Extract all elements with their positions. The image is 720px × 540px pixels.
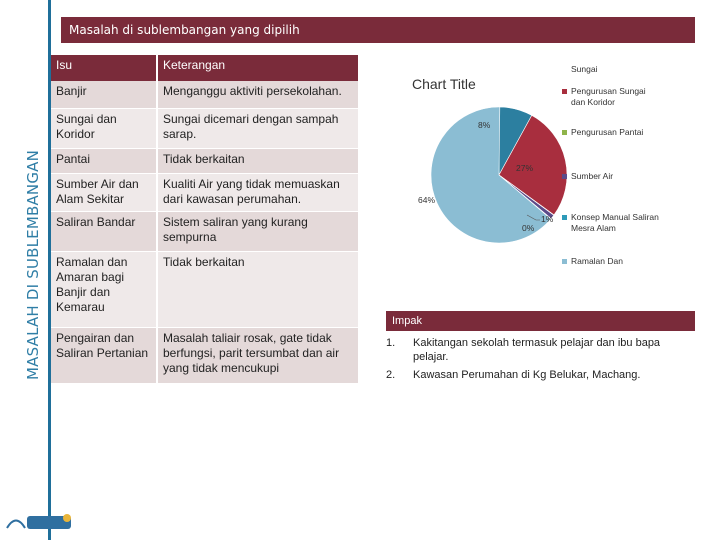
legend-item: Pengurusan Sungai dan Koridor [571,86,646,107]
chart-title: Chart Title [412,76,476,92]
table-cell-isu: Sungai dan Koridor [51,109,158,149]
table-cell-keterangan: Tidak berkaitan [158,149,358,174]
column-header-isu: Isu [51,55,158,81]
impak-list [386,336,695,386]
table-cell-keterangan: Sistem saliran yang kurang sempurna [158,212,358,252]
table-cell-isu: Ramalan dan Amaran bagi Banjir dan Kemarau [51,252,158,328]
legend-item: Sungai [571,64,598,74]
table-row [51,328,358,384]
column-header-keterangan: Keterangan [158,55,358,81]
data-label: 0% [522,223,535,233]
list-text: Kawasan Perumahan di Kg Belukar, Machang. [413,369,641,381]
data-label: 27% [516,163,534,173]
issues-table [51,55,358,384]
table-row [51,174,358,212]
table-row [51,81,358,109]
data-label: 64% [418,195,436,205]
legend-item: Konsep Manual Saliran Mesra Alam [571,212,659,233]
list-text: Kakitangan sekolah termasuk pelajar dan ibu bapa pelajar. [413,337,661,363]
legend-item: Sumber Air [571,171,614,181]
table-cell-isu: Banjir [51,81,158,109]
list-number: 1. [386,337,396,349]
table-cell-isu: Pantai [51,149,158,174]
table-cell-keterangan: Kualiti Air yang tidak memuaskan dari kawasan perumahan. [158,174,358,212]
table-cell-isu: Sumber Air dan Alam Sekitar [51,174,158,212]
pie-chart-container [386,60,698,277]
legend-swatch [562,89,567,94]
legend-swatch [562,130,567,135]
page-title: Masalah di sublembangan yang dipilih [61,17,695,43]
legend-item: Pengurusan Pantai [571,127,644,137]
side-title: MASALAH DI SUBLEMBANGAN [24,149,42,380]
list-item [386,336,695,364]
legend-swatch [562,215,567,220]
table-header-row [51,55,358,81]
list-number: 2. [386,369,396,381]
list-item [386,368,695,382]
table-row [51,149,358,174]
logo-icon [5,510,75,534]
table-cell-keterangan: Masalah taliair rosak, gate tidak berfungsi, parit tersumbat dan air yang tidak mencukupi [158,328,358,384]
logo [5,510,75,534]
data-label: 8% [478,120,491,130]
table-cell-keterangan: Sungai dicemari dengan sampah sarap. [158,109,358,149]
table-row [51,252,358,328]
legend-swatch [562,174,567,179]
impak-heading: Impak [386,311,695,331]
table-cell-keterangan: Tidak berkaitan [158,252,358,328]
legend-swatch [562,259,567,264]
table-cell-isu: Pengairan dan Saliran Pertanian [51,328,158,384]
data-label: 1% [541,214,554,224]
table-row [51,212,358,252]
table-cell-keterangan: Menganggu aktiviti persekolahan. [158,81,358,109]
legend-item: Ramalan Dan [571,256,623,266]
table-cell-isu: Saliran Bandar [51,212,158,252]
table-row [51,109,358,149]
